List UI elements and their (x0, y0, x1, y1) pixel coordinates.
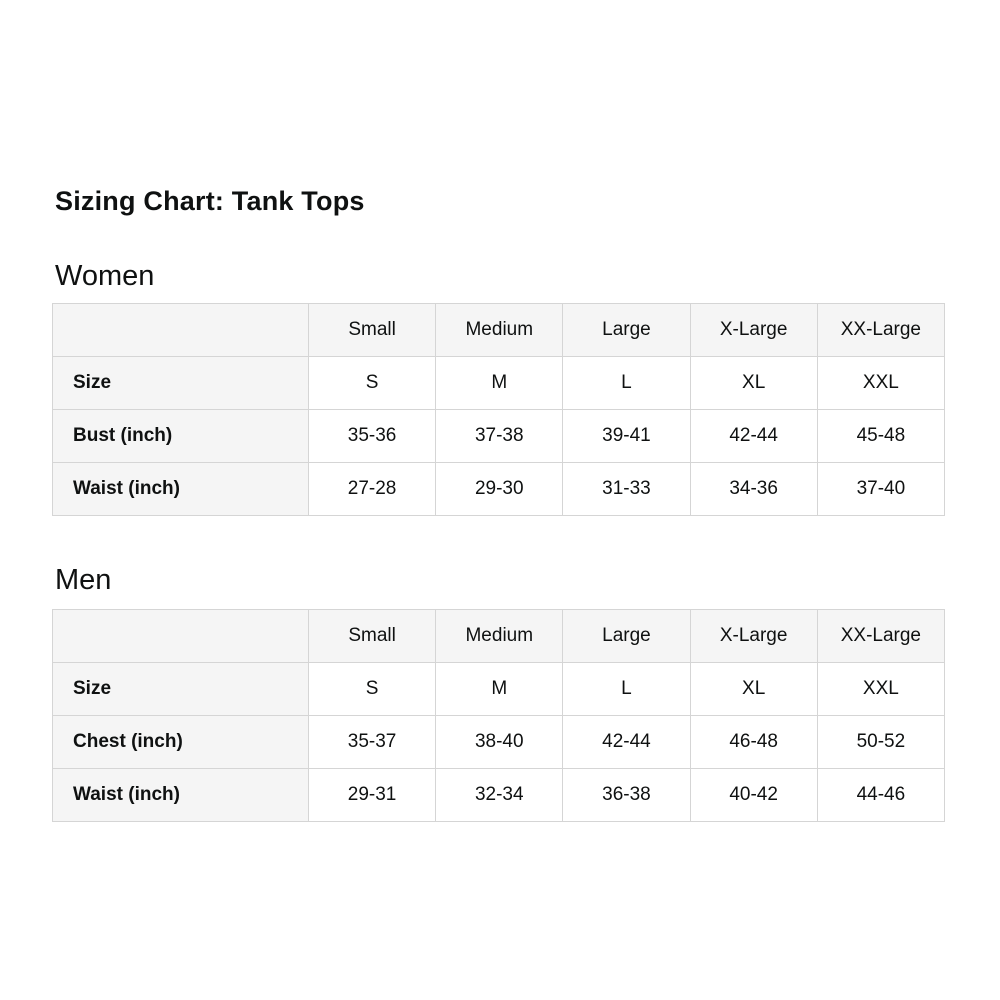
row-label: Chest (inch) (53, 715, 309, 768)
table-row-chest (53, 715, 945, 768)
cell: 42-44 (563, 715, 690, 768)
column-header-xxlarge: XX-Large (817, 609, 944, 662)
column-header-large: Large (563, 303, 690, 356)
cell: 37-40 (817, 462, 944, 515)
cell: 38-40 (436, 715, 563, 768)
cell: S (309, 356, 436, 409)
cell: S (309, 662, 436, 715)
women-header-row (53, 303, 945, 356)
cell: 35-36 (309, 409, 436, 462)
row-label: Waist (inch) (53, 768, 309, 821)
women-size-table (52, 303, 945, 516)
cell: M (436, 356, 563, 409)
column-header-small: Small (309, 609, 436, 662)
cell: 50-52 (817, 715, 944, 768)
section-title-women: Women (55, 260, 155, 293)
table-row-waist (53, 768, 945, 821)
cell: 46-48 (690, 715, 817, 768)
table-row-size (53, 356, 945, 409)
page-title: Sizing Chart: Tank Tops (55, 186, 365, 216)
column-header-medium: Medium (436, 303, 563, 356)
column-header-large: Large (563, 609, 690, 662)
table-row-bust (53, 409, 945, 462)
cell: XXL (817, 662, 944, 715)
cell: 29-30 (436, 462, 563, 515)
column-header-xlarge: X-Large (690, 609, 817, 662)
cell: 39-41 (563, 409, 690, 462)
cell: 34-36 (690, 462, 817, 515)
column-header-xlarge: X-Large (690, 303, 817, 356)
cell: XL (690, 662, 817, 715)
cell: 29-31 (309, 768, 436, 821)
corner-cell (53, 609, 309, 662)
men-size-table (52, 609, 945, 822)
column-header-small: Small (309, 303, 436, 356)
cell: 44-46 (817, 768, 944, 821)
row-label: Waist (inch) (53, 462, 309, 515)
section-title-men: Men (55, 563, 112, 596)
row-label: Size (53, 662, 309, 715)
table-row-size (53, 662, 945, 715)
cell: XXL (817, 356, 944, 409)
cell: XL (690, 356, 817, 409)
cell: 35-37 (309, 715, 436, 768)
cell: 45-48 (817, 409, 944, 462)
row-label: Bust (inch) (53, 409, 309, 462)
cell: 42-44 (690, 409, 817, 462)
column-header-medium: Medium (436, 609, 563, 662)
cell: 40-42 (690, 768, 817, 821)
cell: 31-33 (563, 462, 690, 515)
row-label: Size (53, 356, 309, 409)
cell: M (436, 662, 563, 715)
cell: 36-38 (563, 768, 690, 821)
corner-cell (53, 303, 309, 356)
cell: 27-28 (309, 462, 436, 515)
column-header-xxlarge: XX-Large (817, 303, 944, 356)
men-header-row (53, 609, 945, 662)
cell: L (563, 356, 690, 409)
cell: 37-38 (436, 409, 563, 462)
cell: L (563, 662, 690, 715)
cell: 32-34 (436, 768, 563, 821)
table-row-waist (53, 462, 945, 515)
